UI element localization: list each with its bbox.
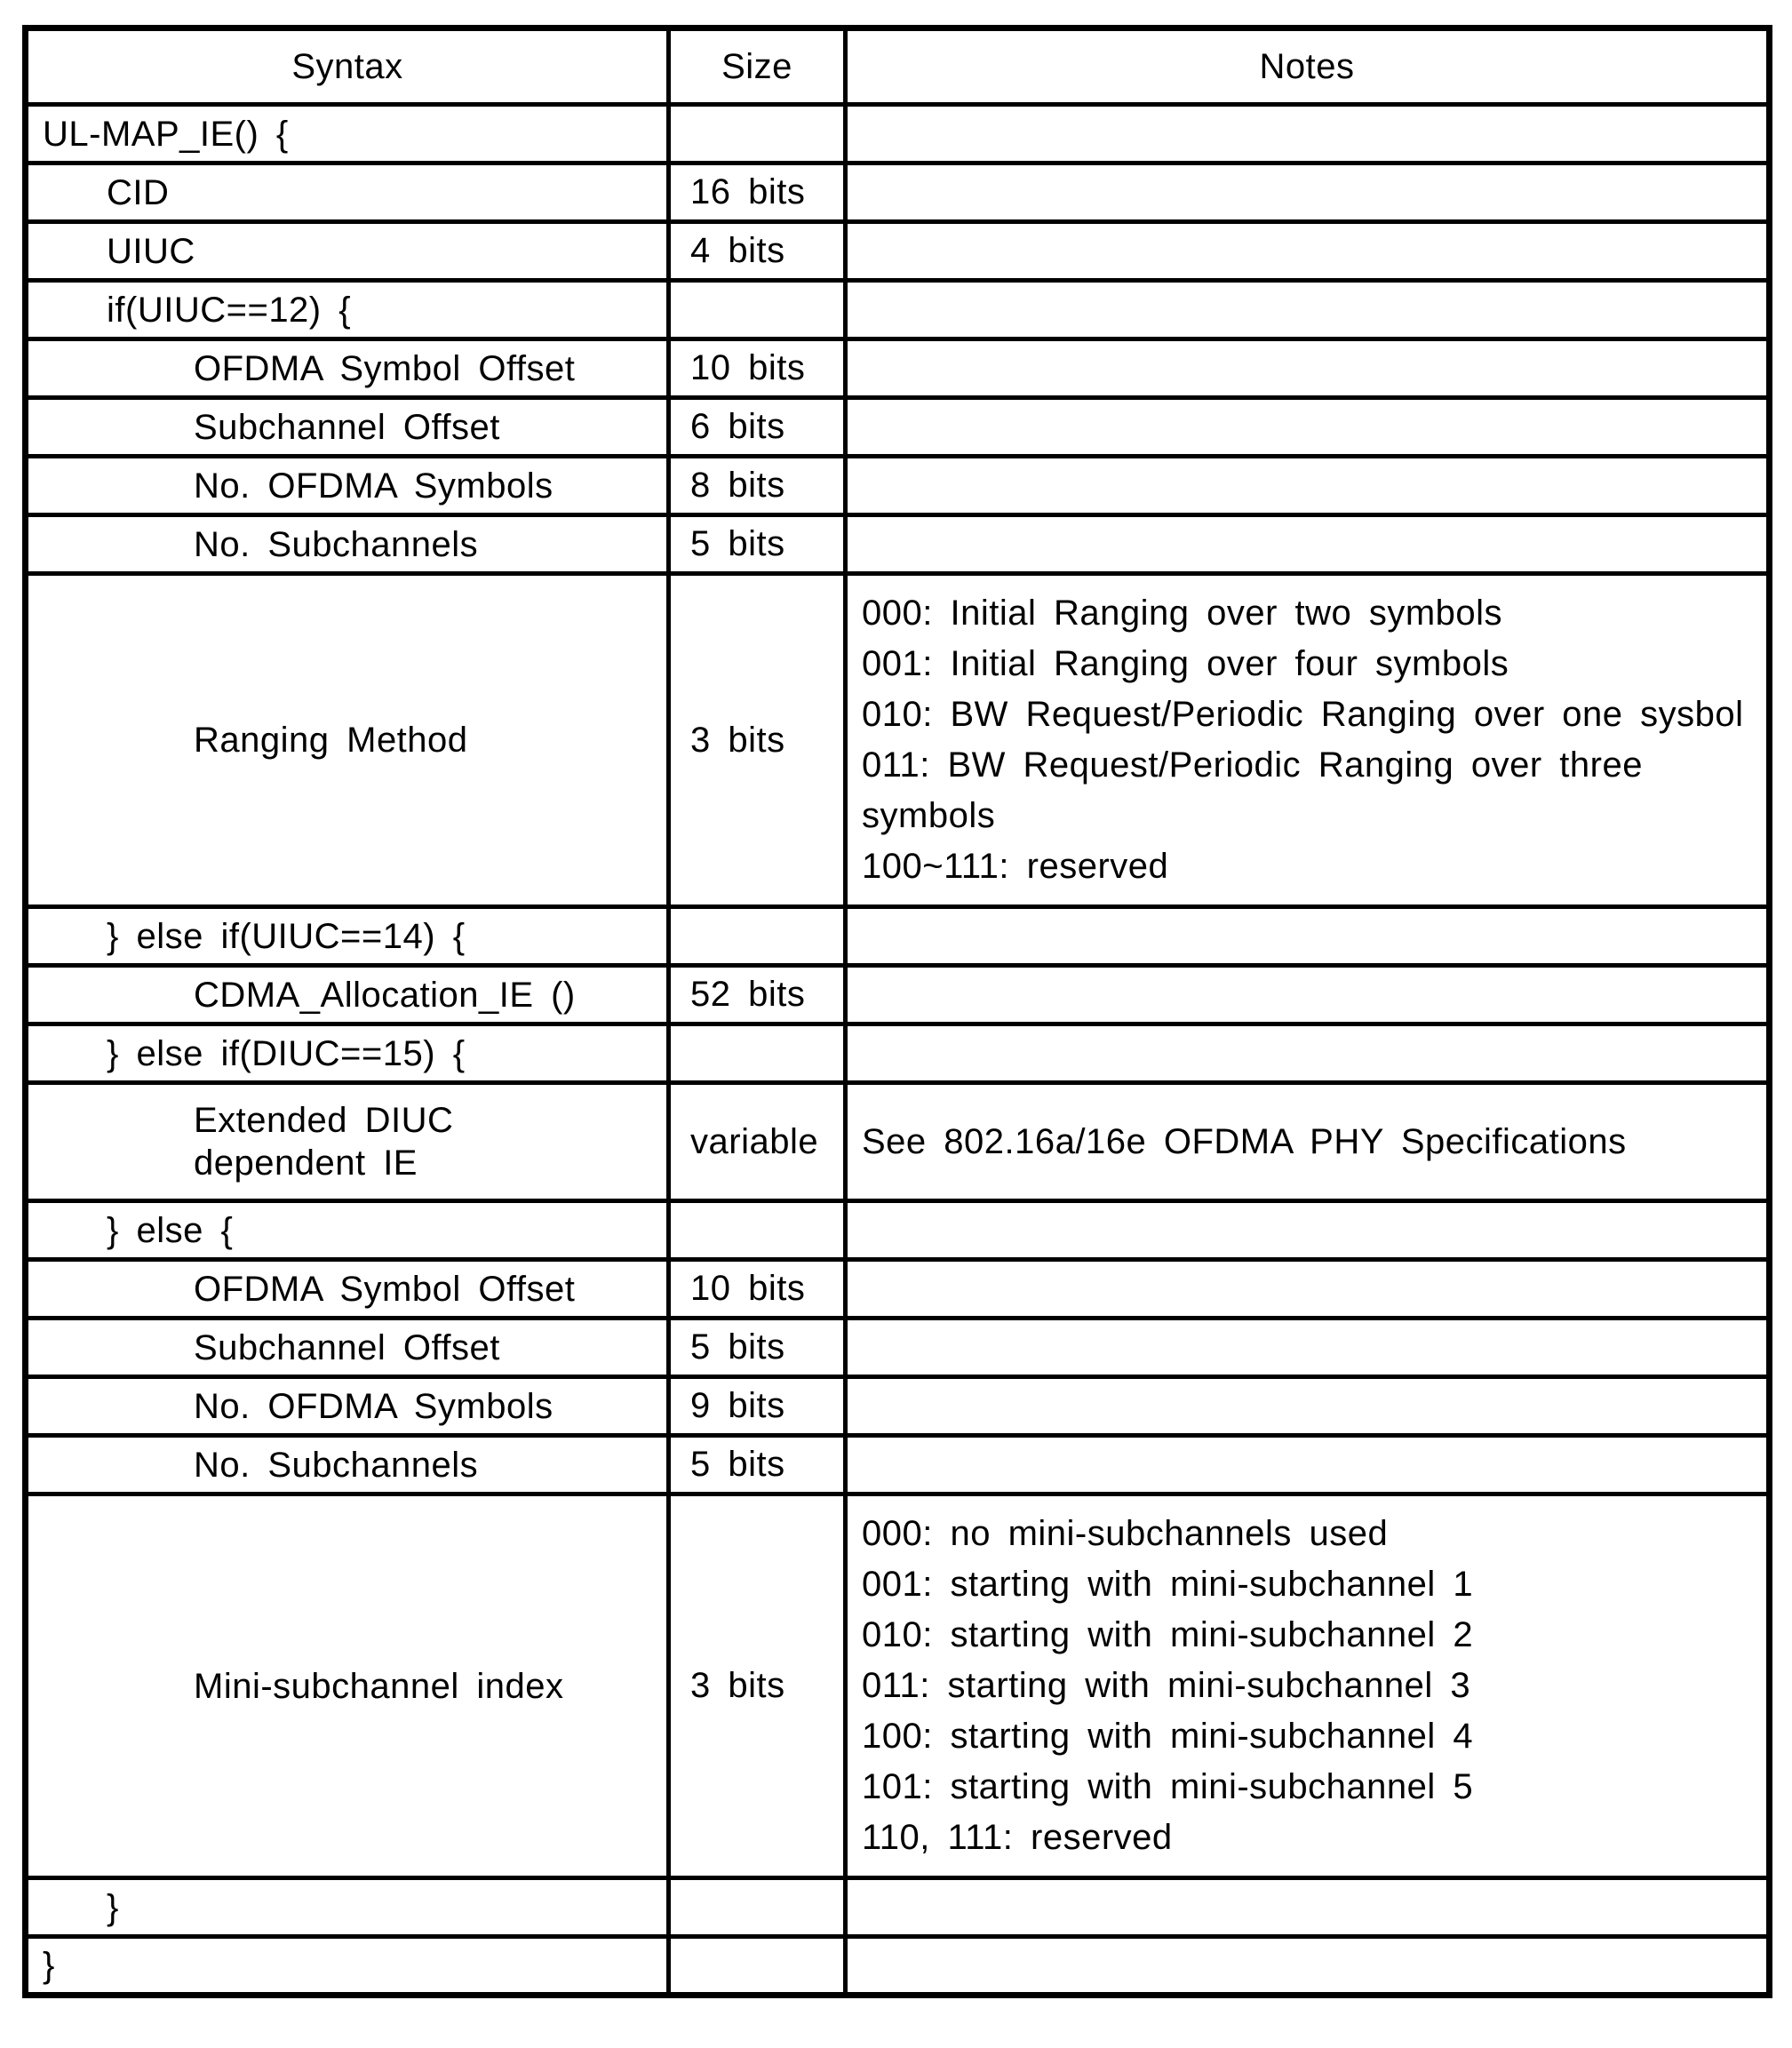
table-row bbox=[26, 1878, 1770, 1937]
table-row bbox=[26, 1937, 1770, 1996]
syntax-cell bbox=[26, 907, 669, 966]
notes-cell bbox=[846, 163, 1770, 222]
notes-cell bbox=[846, 515, 1770, 574]
size-text: 5 bits bbox=[690, 1445, 785, 1484]
notes-cell bbox=[846, 1494, 1770, 1878]
syntax-text: UIUC bbox=[107, 231, 195, 271]
size-cell bbox=[669, 281, 846, 339]
size-cell bbox=[669, 966, 846, 1024]
syntax-text: CID bbox=[107, 172, 170, 212]
note-line: 100~111: reserved bbox=[862, 847, 1169, 886]
note-line: 011: starting with mini-subchannel 3 bbox=[862, 1666, 1471, 1705]
table-header bbox=[26, 28, 1770, 105]
syntax-text: } else { bbox=[107, 1210, 234, 1250]
size-cell bbox=[669, 163, 846, 222]
syntax-text: Subchannel Offset bbox=[194, 1327, 500, 1367]
notes-cell bbox=[846, 1083, 1770, 1201]
syntax-cell bbox=[26, 1494, 669, 1878]
table-row bbox=[26, 457, 1770, 515]
syntax-cell bbox=[26, 966, 669, 1024]
size-cell bbox=[669, 457, 846, 515]
syntax-cell bbox=[26, 574, 669, 907]
syntax-cell bbox=[26, 1201, 669, 1260]
syntax-cell bbox=[26, 1377, 669, 1436]
syntax-cell bbox=[26, 1083, 669, 1201]
size-text: 52 bits bbox=[690, 975, 806, 1014]
syntax-text: OFDMA Symbol Offset bbox=[194, 348, 576, 388]
syntax-cell bbox=[26, 339, 669, 398]
note-line: 010: starting with mini-subchannel 2 bbox=[862, 1615, 1474, 1654]
note-line: See 802.16a/16e OFDMA PHY Specifications bbox=[862, 1121, 1627, 1161]
size-text: 4 bits bbox=[690, 231, 785, 270]
table-row bbox=[26, 1083, 1770, 1201]
notes-cell bbox=[846, 1201, 1770, 1260]
syntax-cell bbox=[26, 1260, 669, 1319]
size-cell bbox=[669, 1878, 846, 1937]
table-row bbox=[26, 1260, 1770, 1319]
size-text: 6 bits bbox=[690, 407, 785, 446]
table-row bbox=[26, 1024, 1770, 1083]
size-cell bbox=[669, 1024, 846, 1083]
size-cell bbox=[669, 339, 846, 398]
syntax-cell bbox=[26, 163, 669, 222]
notes-cell bbox=[846, 1937, 1770, 1996]
size-text: 10 bits bbox=[690, 348, 806, 387]
table-row bbox=[26, 966, 1770, 1024]
size-cell bbox=[669, 1937, 846, 1996]
syntax-cell bbox=[26, 222, 669, 281]
syntax-cell bbox=[26, 457, 669, 515]
notes-cell bbox=[846, 398, 1770, 457]
syntax-text: OFDMA Symbol Offset bbox=[194, 1269, 576, 1309]
size-text: 9 bits bbox=[690, 1386, 785, 1425]
syntax-cell bbox=[26, 281, 669, 339]
note-line: 101: starting with mini-subchannel 5 bbox=[862, 1767, 1474, 1806]
notes-cell bbox=[846, 281, 1770, 339]
notes-cell bbox=[846, 907, 1770, 966]
size-cell bbox=[669, 105, 846, 163]
table-row bbox=[26, 163, 1770, 222]
table-row bbox=[26, 515, 1770, 574]
size-cell bbox=[669, 1319, 846, 1377]
size-text: 3 bits bbox=[690, 1666, 785, 1705]
syntax-text: } bbox=[43, 1946, 55, 1985]
table-body bbox=[26, 105, 1770, 1996]
syntax-text: } else if(DIUC==15) { bbox=[107, 1033, 466, 1073]
syntax-text: if(UIUC==12) { bbox=[107, 290, 352, 330]
size-cell bbox=[669, 515, 846, 574]
table-row bbox=[26, 105, 1770, 163]
size-cell bbox=[669, 574, 846, 907]
size-cell bbox=[669, 1436, 846, 1494]
size-text: 5 bits bbox=[690, 524, 785, 563]
size-cell bbox=[669, 398, 846, 457]
size-cell bbox=[669, 907, 846, 966]
notes-cell bbox=[846, 1878, 1770, 1937]
note-line: 001: starting with mini-subchannel 1 bbox=[862, 1565, 1474, 1604]
size-text: 10 bits bbox=[690, 1269, 806, 1308]
syntax-cell bbox=[26, 1937, 669, 1996]
syntax-text: } bbox=[107, 1887, 119, 1927]
notes-cell bbox=[846, 339, 1770, 398]
note-line: 010: BW Request/Periodic Ranging over one sysbol bbox=[862, 695, 1744, 734]
note-line: 011: BW Request/Periodic Ranging over three bbox=[862, 745, 1643, 785]
note-line: 000: no mini-subchannels used bbox=[862, 1514, 1389, 1553]
size-text: 8 bits bbox=[690, 466, 785, 505]
size-cell bbox=[669, 222, 846, 281]
column-header-notes: Notes bbox=[846, 28, 1770, 105]
note-line: 100: starting with mini-subchannel 4 bbox=[862, 1717, 1474, 1756]
syntax-cell bbox=[26, 1319, 669, 1377]
notes-cell bbox=[846, 1436, 1770, 1494]
ul-map-ie-syntax-table bbox=[22, 25, 1772, 1998]
syntax-cell bbox=[26, 1878, 669, 1937]
size-text: 5 bits bbox=[690, 1327, 785, 1367]
column-header-size: Size bbox=[669, 28, 846, 105]
syntax-text: No. Subchannels bbox=[194, 524, 479, 564]
notes-cell bbox=[846, 1260, 1770, 1319]
table-row bbox=[26, 1201, 1770, 1260]
syntax-text: UL-MAP_IE() { bbox=[43, 114, 289, 154]
notes-cell bbox=[846, 1377, 1770, 1436]
size-cell bbox=[669, 1494, 846, 1878]
table-row bbox=[26, 398, 1770, 457]
notes-cell bbox=[846, 457, 1770, 515]
syntax-text: Mini-subchannel index bbox=[194, 1666, 564, 1706]
note-line: 110, 111: reserved bbox=[862, 1818, 1173, 1857]
size-cell bbox=[669, 1083, 846, 1201]
note-line: 001: Initial Ranging over four symbols bbox=[862, 644, 1509, 683]
table-row bbox=[26, 281, 1770, 339]
notes-cell bbox=[846, 574, 1770, 907]
syntax-cell bbox=[26, 1436, 669, 1494]
size-text: 3 bits bbox=[690, 720, 785, 760]
size-cell bbox=[669, 1260, 846, 1319]
syntax-text: No. OFDMA Symbols bbox=[194, 466, 554, 506]
column-header-syntax: Syntax bbox=[26, 28, 669, 105]
table-row bbox=[26, 907, 1770, 966]
note-line: symbols bbox=[862, 796, 996, 835]
table-row bbox=[26, 222, 1770, 281]
syntax-cell bbox=[26, 1024, 669, 1083]
note-line: 000: Initial Ranging over two symbols bbox=[862, 594, 1503, 633]
size-text: variable bbox=[690, 1121, 819, 1161]
syntax-text: Extended DIUC dependent IE bbox=[194, 1101, 454, 1183]
syntax-text: } else if(UIUC==14) { bbox=[107, 916, 466, 956]
table-row bbox=[26, 574, 1770, 907]
syntax-cell bbox=[26, 398, 669, 457]
notes-cell bbox=[846, 1319, 1770, 1377]
syntax-text: Ranging Method bbox=[194, 721, 468, 760]
syntax-text: No. Subchannels bbox=[194, 1445, 479, 1485]
syntax-text: No. OFDMA Symbols bbox=[194, 1386, 554, 1426]
syntax-cell bbox=[26, 515, 669, 574]
size-cell bbox=[669, 1201, 846, 1260]
notes-cell bbox=[846, 966, 1770, 1024]
table-row bbox=[26, 1494, 1770, 1878]
notes-cell bbox=[846, 222, 1770, 281]
notes-cell bbox=[846, 1024, 1770, 1083]
syntax-cell bbox=[26, 105, 669, 163]
size-text: 16 bits bbox=[690, 172, 806, 211]
notes-cell bbox=[846, 105, 1770, 163]
table-row bbox=[26, 1377, 1770, 1436]
syntax-text: CDMA_Allocation_IE () bbox=[194, 975, 576, 1015]
header-row bbox=[26, 28, 1770, 105]
syntax-text: Subchannel Offset bbox=[194, 407, 500, 447]
size-cell bbox=[669, 1377, 846, 1436]
table-row bbox=[26, 1436, 1770, 1494]
table-row bbox=[26, 1319, 1770, 1377]
table-row bbox=[26, 339, 1770, 398]
